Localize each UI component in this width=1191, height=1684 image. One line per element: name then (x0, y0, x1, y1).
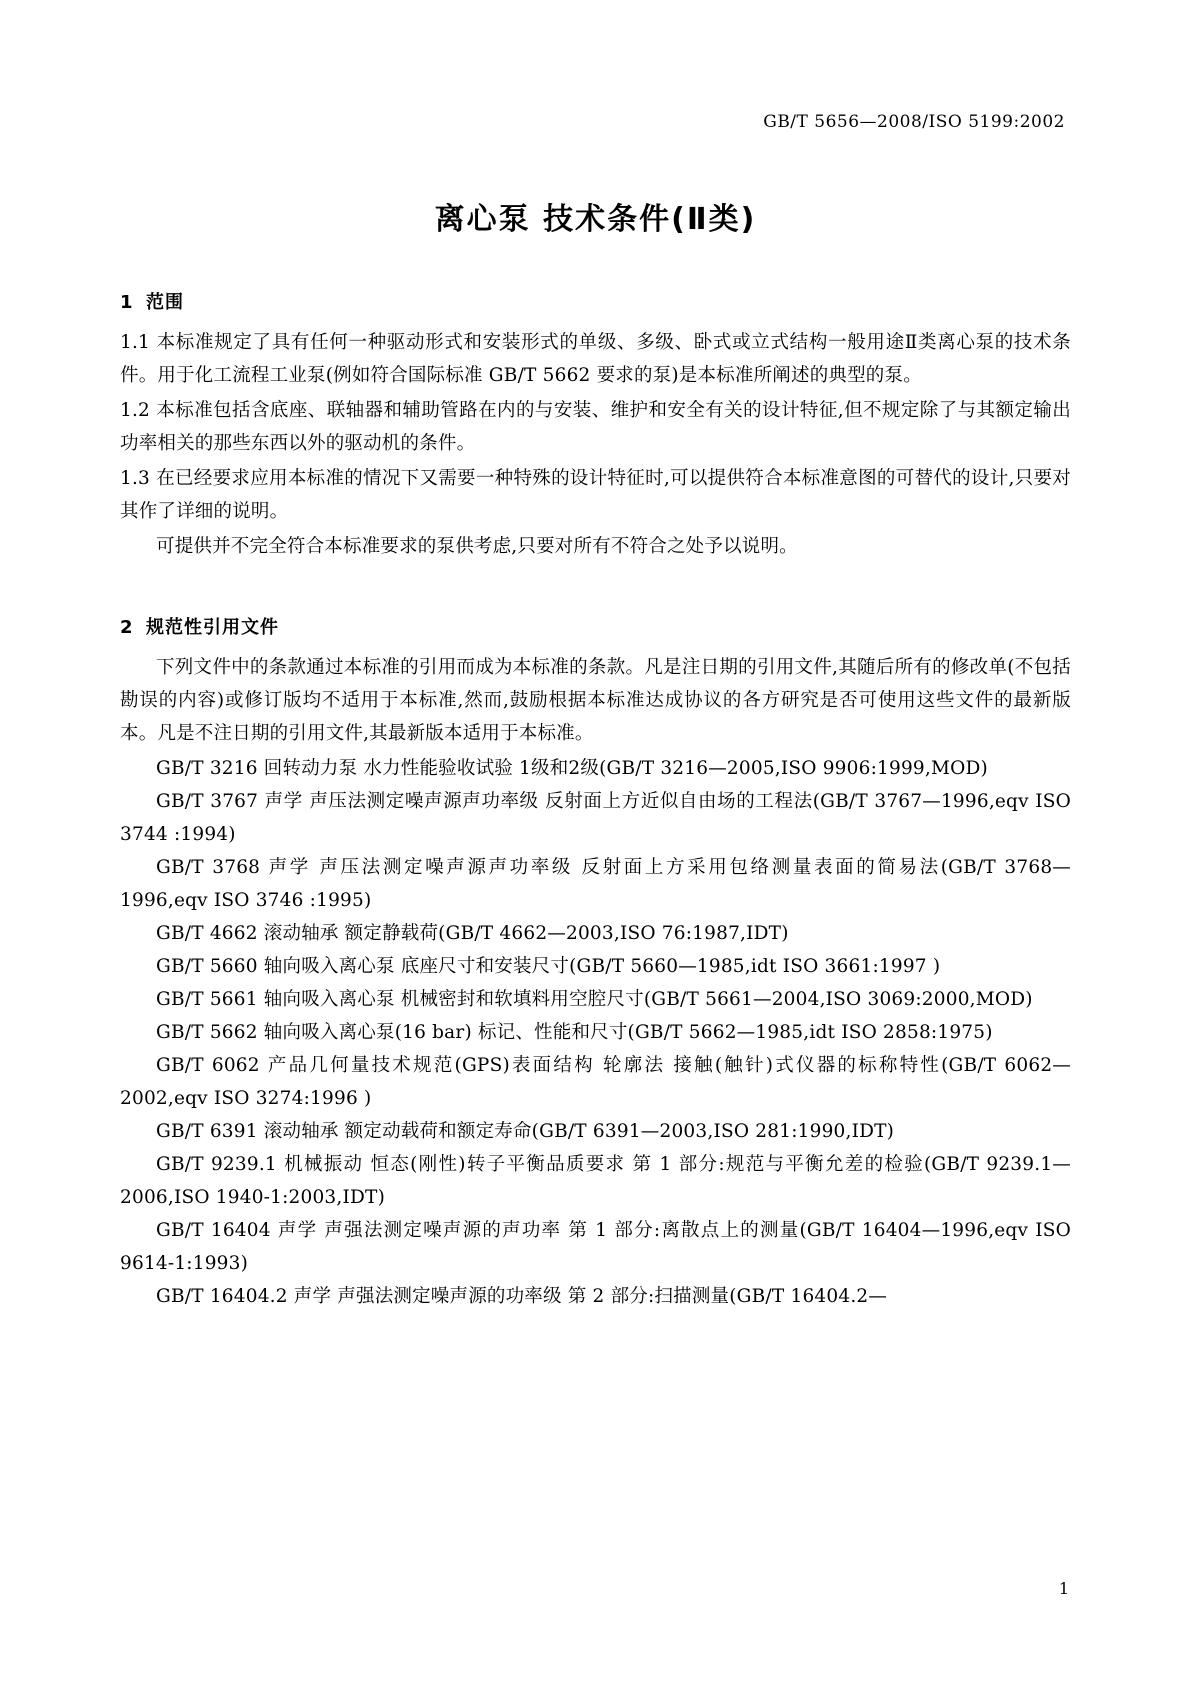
section-2-intro: 下列文件中的条款通过本标准的引用而成为本标准的条款。凡是注日期的引用文件,其随后所有的修改单(不包括勘误的内容)或修订版均不适用于本标准,然而,鼓励根据本标准达成协议的各方研究是否可使用这些文件的最新版本。凡是不注日期的引用文件,其最新版本适用于本标准。 (120, 657, 1071, 744)
reference-item: GB/T 3768 声学 声压法测定噪声源声功率级 反射面上方采用包络测量表面的简易法(GB/T 3768—1996,eqv ISO 3746 :1995) (120, 857, 1071, 911)
page-number: 1 (1058, 1579, 1069, 1598)
section-number: 1 (120, 292, 134, 313)
section-title: 范围 (146, 292, 184, 313)
reference-item: GB/T 16404 声学 声强法测定噪声源的声功率 第 1 部分:离散点上的测量(GB/T 16404—1996,eqv ISO 9614-1:1993) (120, 1220, 1071, 1274)
reference-item: GB/T 9239.1 机械振动 恒态(刚性)转子平衡品质要求 第 1 部分:规范与平衡允差的检验(GB/T 9239.1—2006,ISO 1940-1:2003,IDT) (120, 1154, 1071, 1208)
reference-item: GB/T 3216 回转动力泵 水力性能验收试验 1级和2级(GB/T 3216—2005,ISO 9906:1999,MOD) (156, 758, 988, 779)
page-header: GB/T 5656—2008/ISO 5199:2002 (763, 112, 1065, 132)
clause-text: 在已经要求应用本标准的情况下又需要一种特殊的设计特征时,可以提供符合本标准意图的可替代的设计,只要对其作了详细的说明。 (120, 468, 1071, 522)
clause-text: 本标准包括含底座、联轴器和辅助管路在内的与安装、维护和安全有关的设计特征,但不规定除了与其额定输出功率相关的那些东西以外的驱动机的条件。 (120, 400, 1071, 454)
page-title: 离心泵 技术条件(Ⅱ类) (434, 202, 757, 237)
reference-item: GB/T 4662 滚动轴承 额定静载荷(GB/T 4662—2003,ISO 76:1987,IDT) (156, 923, 789, 944)
reference-item: GB/T 3767 声学 声压法测定噪声源声功率级 反射面上方近似自由场的工程法(GB/T 3767—1996,eqv ISO 3744 :1994) (120, 791, 1071, 845)
reference-item: GB/T 5661 轴向吸入离心泵 机械密封和软填料用空腔尺寸(GB/T 5661—2004,ISO 3069:2000,MOD) (156, 989, 1033, 1010)
reference-item: GB/T 5660 轴向吸入离心泵 底座尺寸和安装尺寸(GB/T 5660—1985,idt ISO 3661:1997 ) (156, 956, 941, 977)
clause-label: 1.2 (120, 400, 151, 421)
clause-1-2 (120, 394, 1071, 460)
reference-item: GB/T 6391 滚动轴承 额定动载荷和额定寿命(GB/T 6391—2003,ISO 281:1990,IDT) (156, 1121, 895, 1142)
clause-text: 本标准规定了具有任何一种驱动形式和安装形式的单级、多级、卧式或立式结构一般用途Ⅱ类离心泵的技术条件。用于化工流程工业泵(例如符合国际标准 GB/T 5662 要求的泵)是本标准所阐述的典型的泵。 (120, 332, 1071, 386)
reference-item: GB/T 5662 轴向吸入离心泵(16 bar) 标记、性能和尺寸(GB/T 5662—1985,idt ISO 2858:1975) (156, 1022, 993, 1043)
section-number: 2 (120, 617, 134, 638)
clause-label: 1.3 (120, 468, 151, 489)
clause-label: 1.1 (120, 332, 151, 353)
section-heading-1 (120, 288, 1071, 314)
clause-1-extra: 可提供并不完全符合本标准要求的泵供考虑,只要对所有不符合之处予以说明。 (156, 536, 798, 557)
reference-item: GB/T 6062 产品几何量技术规范(GPS)表面结构 轮廓法 接触(触针)式仪器的标称特性(GB/T 6062—2002,eqv ISO 3274:1996 ) (120, 1055, 1071, 1109)
clause-1-3 (120, 462, 1071, 528)
section-heading-2 (120, 613, 1071, 639)
clause-1-1 (120, 326, 1071, 392)
section-title: 规范性引用文件 (146, 617, 279, 638)
reference-item: GB/T 16404.2 声学 声强法测定噪声源的功率级 第 2 部分:扫描测量(GB/T 16404.2— (156, 1286, 888, 1307)
